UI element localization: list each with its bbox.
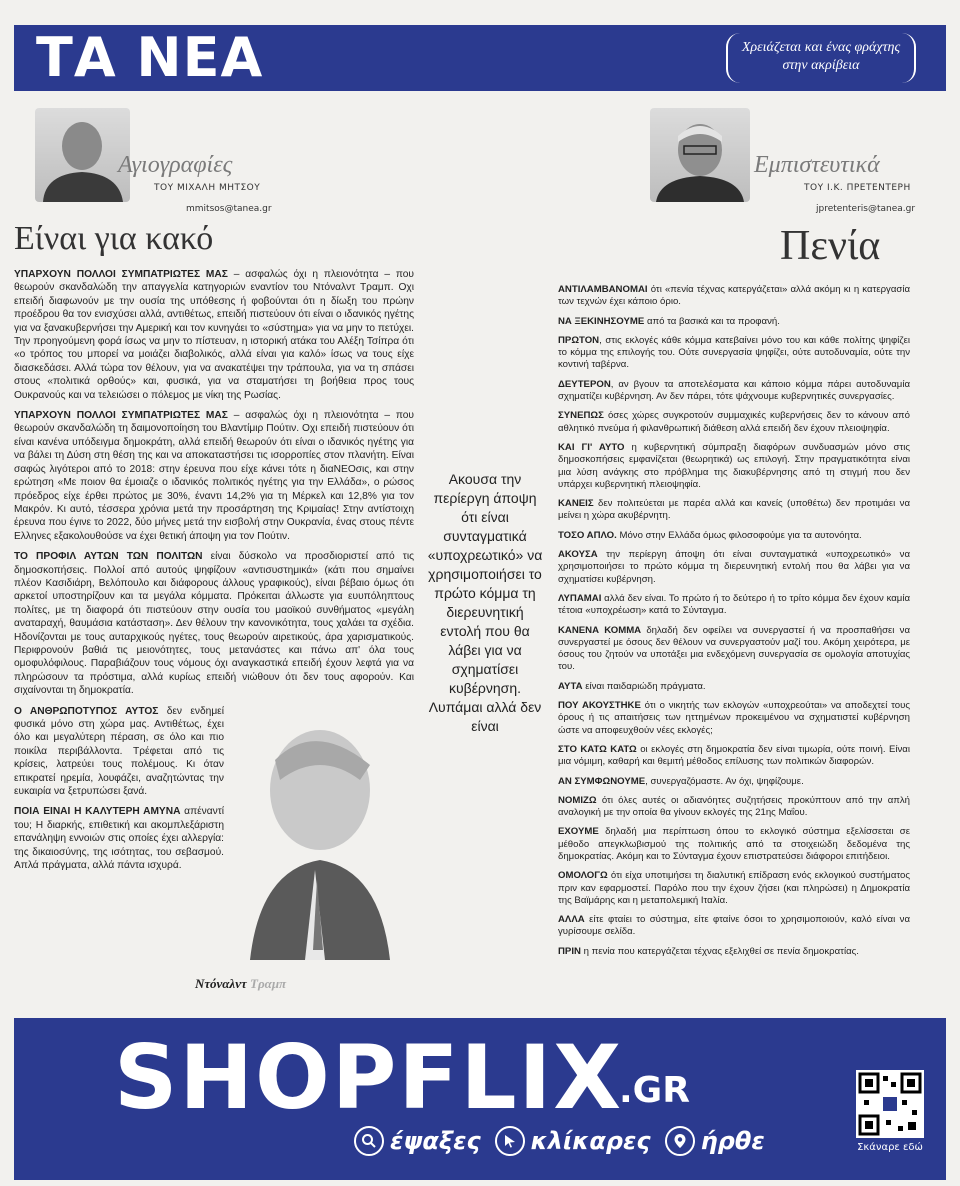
masthead xyxy=(14,25,946,91)
article-paragraph: ΚΑΙ ΓΙ' ΑΥΤΟ η κυβερνητική σύμπραξη διαφόρων συνδυασμών μόνο στις δημοσκοπήσεις εμφανίζεται (θεωρητικά) ως επιλογή. Στην πραγματικότητα είναι μια λύση ανάγκης στο πρόβλημα της διακυβέρνησης από τη στιγμή που δεν υπάρχει κυβερνητική πλειοψηφία. xyxy=(558,441,910,490)
article-paragraph: ΣΤΟ ΚΑΤΩ ΚΑΤΩ οι εκλογές στη δημοκρατία δεν είναι τιμωρία, ούτε ποινή. Είναι μια νόμιμη, καθαρή και θεμιτή μέθοδος επίλυσης των πολιτικών διαφορών. xyxy=(558,743,910,768)
article-body-right xyxy=(558,284,910,965)
photo-caption-last: Τραμπ xyxy=(250,976,287,991)
article-paragraph: ΚΑΝΕΝΑ ΚΟΜΜΑ δηλαδή δεν οφείλει να συνεργαστεί ή να προσπαθήσει να συνεργαστεί με όσους δεν θέλουν να συνεργαστούν μαζί του. Ακόμη χειρότερα, με όσους του ζητούν να υποτάξει μια ενδεχόμενη συνεργασία σε ομολογία αποτυχίας του. xyxy=(558,624,910,673)
column-author-left: ΤΟΥ ΜΙΧΑΛΗ ΜΗΤΣΟΥ xyxy=(154,183,261,193)
article-paragraph: ΑΚΟΥΣΑ την περίεργη άποψη ότι είναι συνταγματικά «υποχρεωτικό» να χρησιμοποιήσει το πρώτο κόμμα τη διερευνητική εντολή που θα λάβει για να σχηματίσει κυβέρνηση. xyxy=(558,549,910,585)
headline-left: Είναι για κακό xyxy=(14,220,214,257)
article-paragraph: ΤΟΣΟ ΑΠΛΟ. Μόνο στην Ελλάδα όμως φιλοσοφούμε για τα αυτονόητα. xyxy=(558,529,862,541)
location-pin-icon xyxy=(665,1126,695,1156)
article-paragraph: Ο ΑΝΘΡΩΠΟΤΥΠΟΣ ΑΥΤΟΣ δεν ενδημεί φυσικά μόνο στη χώρα μας. Αντιθέτως, έχει όλο και μεγαλύτερη πέραση, σε όλο και πιο ποικίλα περιβάλλοντα. Τρέφεται από τις κρίσεις, λατρεύει τους πολέμους. Κι όταν επικρατεί ηρεμία, λουφάζει, αναζητώντας την ευκαιρία να ξετρυπώσει ξανά. xyxy=(14,705,224,798)
photo-caption-first: Ντόναλντ xyxy=(195,976,247,991)
column-email-left[interactable]: mmitsos@tanea.gr xyxy=(186,204,272,214)
article-paragraph: ΝΑ ΞΕΚΙΝΗΣΟΥΜΕ από τα βασικά και τα προφανή. xyxy=(558,315,780,327)
article-paragraph: ΚΑΝΕΙΣ δεν πολιτεύεται με παρέα αλλά και κανείς (υποθέτω) δεν προτιμάει να μείνει η χώρα ακυβέρνητη. xyxy=(558,498,910,522)
ad-tagline xyxy=(354,1126,765,1156)
columnist-photo-mitsos xyxy=(35,108,130,202)
ad-brand-domain: .GR xyxy=(619,1070,690,1111)
ad-tag-clicked: κλίκαρες xyxy=(530,1127,651,1155)
shopflix-ad[interactable] xyxy=(14,1018,946,1180)
article-paragraph: ΠΡΙΝ η πενία που κατεργάζεται τέχνας εξελιχθεί σε πενία δημοκρατίας. xyxy=(558,945,859,957)
article-paragraph: ΕΧΟΥΜΕ δηλαδή μια περίπτωση όπου το εκλογικό σύστημα εξελίσσεται σε μέθοδο απεγκλωβισμού της πολιτικής από τα στοιχειώδη δεδομένα της δημοκρατίας. Ακόμη και το Σύνταγμα έχουν επιστρατεύσει διάφοροι επιτήδειοι. xyxy=(558,826,910,862)
column-name-left: Αγιογραφίες xyxy=(118,152,233,178)
article-paragraph: ΛΥΠΑΜΑΙ αλλά δεν είναι. Το πρώτο ή το δεύτερο ή το τρίτο κόμμα δεν έχουν καμία τέτοια «υποχρέωση» κατά το Σύνταγμα. xyxy=(558,592,910,617)
article-paragraph: ΥΠΑΡΧΟΥΝ ΠΟΛΛΟΙ ΣΥΜΠΑΤΡΙΩΤΕΣ ΜΑΣ – ασφαλώς όχι η πλειονότητα – που θεωρούν σκανδαλώδη τη δαιμονοποίηση του Βλαντίμιρ Πούτιν. Οχι επειδή πιστεύουν ότι είναι κανένα υπόδειγμα δημοκράτη, αλλά επειδή θεωρούν ότι είναι ο ιδανικός ηγέτης για να βάλει τη Δύση στη θέση της και να αποκαταστήσει τις ισορροπίες στον πλανήτη. Είναι σαφώς λιγότεροι από το 2018: στην έρευνα που είχε κάνει τότε η διαΝΕΟσις, και στην ερώτηση «Με ποιον θα έμοιαζε ο ιδανικός πολιτικός ηγέτης για την Ελλάδα», ο ρώσος πρόεδρος είχε έρθει πρώτος με 30%, έναντι 14,2% για τη Μέρκελ και 12,8% για τον Μακρόν. Κι αυτό, τέσσερα χρόνια μετά την προσάρτηση της Κριμαίας! Στην αντίστοιχη έρευνα που έγινε το 2022, δύο μήνες μετά την εισβολή στην Ουκρανία, ένας στους πέντε Ελληνες εξακολουθούσε να έχει θετική άποψη για τον Πούτιν. xyxy=(14,410,414,542)
trump-photo xyxy=(220,720,390,960)
article-paragraph: ΣΥΝΕΠΩΣ όσες χώρες συγκροτούν συμμαχικές κυβερνήσεις δεν το κάνουν από αθλητικό πνεύμα ή φιλανθρωπική διάθεση αλλά επειδή δεν έχουν πλειοψηφία. xyxy=(558,410,910,434)
article-paragraph: ΤΟ ΠΡΟΦΙΛ ΑΥΤΩΝ ΤΩΝ ΠΟΛΙΤΩΝ είναι δύσκολο να προσδιοριστεί από τις δημοσκοπήσεις. Πολλοί από αυτούς ψηφίζουν «αντισυστημικά» (κάτι που σημαίνει πλέον Κασιδιάρη, Βελόπουλο και διάφορους άλλους γραφικούς), είναι βέβαιο όμως ότι αρκετοί υποστηρίζουν και τα μεγάλα κόμματα. Πρόκειται άλλωστε για ευυπόληπτους πολίτες, με τη διαφορά ότι πιστεύουν στην ουσία του μαοϊκού συνθήματος «μεγάλη αναταραχή, θαυμάσια κατάσταση». Δεν θέλουν την κανονικότητα, τους χαλάει τα σχέδια. Ηδονίζονται με τους αυταρχικούς ηγέτες, τους θεωρούν αιρετικούς, άρα χαρισματικούς. Περιφρονούν βαθιά τις μειονότητες, τους μετανάστες και πάνω απ' όλα τους ομοφυλόφιλους. Παραβιάζουν τους νόμους όχι αναγκαστικά επειδή έχουν λεφτά για να πληρώσουν τα πρόστιμα, αλλά κυρίως επειδή νιώθουν ότι δεν τους αφορούν. Και σιχαίνονται τη δημοκρατία. xyxy=(14,551,414,697)
qr-caption: Σκάναρε εδώ xyxy=(857,1142,923,1153)
article-paragraph: ΠΟΥ ΑΚΟΥΣΤΗΚΕ ότι ο νικητής των εκλογών «υποχρεούται» να αποδεχτεί τους όρους ή τις απαιτήσεις των ηττημένων προκειμένου να σχηματιστεί κυβέρνηση ώστε να αποφευχθούν νέες εκλογές; xyxy=(558,700,910,736)
article-paragraph: ΠΟΙΑ ΕΙΝΑΙ Η ΚΑΛΥΤΕΡΗ ΑΜΥΝΑ απέναντί του; Η διαρκής, επιθετική και ακομπλεξάριστη επανάληψη εννοιών στις οποίες έχει αλλεργία: της δικαιοσύνης, της ισότητας, του σεβασμού. Απλά πράγματα, αλλά πάντα ισχυρά. xyxy=(14,806,225,872)
article-paragraph: ΑΝ ΣΥΜΦΩΝΟΥΜΕ, συνεργαζόμαστε. Αν όχι, ψηφίζουμε. xyxy=(558,775,804,787)
header-slogan xyxy=(726,33,916,83)
ad-tag-searched: έψαξες xyxy=(390,1127,481,1155)
pull-quote: Ακουσα την περίεργη άποψη ότι είναι συνταγματικά «υποχρεωτικό» να χρησιμοποιήσει το πρώτο κόμμα τη διερευνητική εντολή που θα λάβει για να σχηματίσει κυβέρνηση. Λυπάμαι αλλά δεν είναι xyxy=(427,471,543,734)
columnist-photo-pretenteris xyxy=(650,108,750,202)
ad-tag-arrived: ήρθε xyxy=(700,1127,765,1155)
ad-brand-logo[interactable]: SHOPFLIX xyxy=(114,1026,624,1129)
headline-right: Πενία xyxy=(780,223,881,269)
article-paragraph: ΥΠΑΡΧΟΥΝ ΠΟΛΛΟΙ ΣΥΜΠΑΤΡΙΩΤΕΣ ΜΑΣ – ασφαλώς όχι η πλειονότητα – που θεωρούν σκανδαλώδη την απαγγελία κατηγοριών εναντίον του Ντόναλντ Τραμπ. Οχι επειδή διαφωνούν με την ουσία της υπόθεσης ή φοβούνται ότι η δίωξη του πρώην προέδρου θα τον ενισχύσει αλλά, αντιθέτως, επειδή πιστεύουν ότι είναι ο ιδανικός ηγέτης για να ξανακυβερνήσει την Αμερική και τον κυνηγάει το «σύστημα» για να μην το πετύχει. Την προηγούμενη φορά ίσως να μην το πίστευαν, η ιστορική ατάκα του Αλέξη Τσίπρα ότι «ο τρόπος του μπορεί να μοιάζει διαβολικός, αλλά είναι για καλό» ίσως να τους είχε διασκεδάσει. Αλλά τώρα τον θέλουν, για να ανακατέψει την τράπουλα, για να τη σπάσει στους «πολιτικά ορθούς» και, φυσικά, για να σταματήσει τη βοήθεια προς τους Ουκρανούς και να τελειώσει ο πόλεμος με νίκη της Ρωσίας. xyxy=(14,269,414,401)
slogan-line-2: στην ακρίβεια xyxy=(782,58,860,73)
article-paragraph: ΑΝΤΙΛΑΜΒΑΝΟΜΑΙ ότι «πενία τέχνας κατεργάζεται» αλλά ακόμη κι η κατεργασία των τεχνών έχει κάποιο όριο. xyxy=(558,284,910,308)
search-icon xyxy=(354,1126,384,1156)
qr-code[interactable] xyxy=(856,1070,924,1138)
article-paragraph: ΑΥΤΑ είναι παιδαριώδη πράγματα. xyxy=(558,680,706,692)
newspaper-logo[interactable]: ΤΑ ΝΕΑ xyxy=(36,26,264,89)
column-author-right: ΤΟΥ Ι.Κ. ΠΡΕΤΕΝΤΕΡΗ xyxy=(804,183,911,193)
slogan-line-1: Χρειάζεται και ένας φράχτης xyxy=(741,40,901,55)
article-paragraph: ΠΡΩΤΟΝ, στις εκλογές κάθε κόμμα κατεβαίνει μόνο του και κάθε πολίτης ψηφίζει το κόμμα της επιλογής του. Ούτε συνεργασία ψηφίζει, ούτε αυτοδυναμία, ούτε την κοντινή ταβέρνα. xyxy=(558,334,910,371)
column-email-right[interactable]: jpretenteris@tanea.gr xyxy=(816,204,916,214)
photo-caption xyxy=(195,976,286,992)
article-paragraph: ΔΕΥΤΕΡΟΝ, αν βγουν τα αποτελέσματα και κάποιο κόμμα πάρει αυτοδυναμία σχηματίζει κυβέρνηση. Αν δεν πάρει, τότε ψάχνουμε κυβερνητικές συνεργασίες. xyxy=(558,378,910,403)
cursor-icon xyxy=(495,1126,525,1156)
article-paragraph: ΑΛΛΑ είτε φταίει το σύστημα, είτε φταίνε όσοι το χρησιμοποιούν, καλό είναι να γυρίσουμε σελίδα. xyxy=(558,914,910,938)
article-paragraph: ΟΜΟΛΟΓΩ ότι είχα υποτιμήσει τη διαλυτική επίδραση ενός εκλογικού συστήματος πριν καν εφαρμοστεί. Παρόλο που την έχουν ζήσει (και πληρώσει) η Δημοκρατία της Βαϊμάρης και η μεταπολεμική Ιταλία. xyxy=(558,870,910,906)
column-name-right: Εμπιστευτικά xyxy=(754,152,880,178)
article-paragraph: ΝΟΜΙΖΩ ότι όλες αυτές οι αδιανόητες συζητήσεις προκύπτουν από την απλή αναλογική με την οποία θα γίνουν εκλογές της 21ης Μαΐου. xyxy=(558,794,910,819)
